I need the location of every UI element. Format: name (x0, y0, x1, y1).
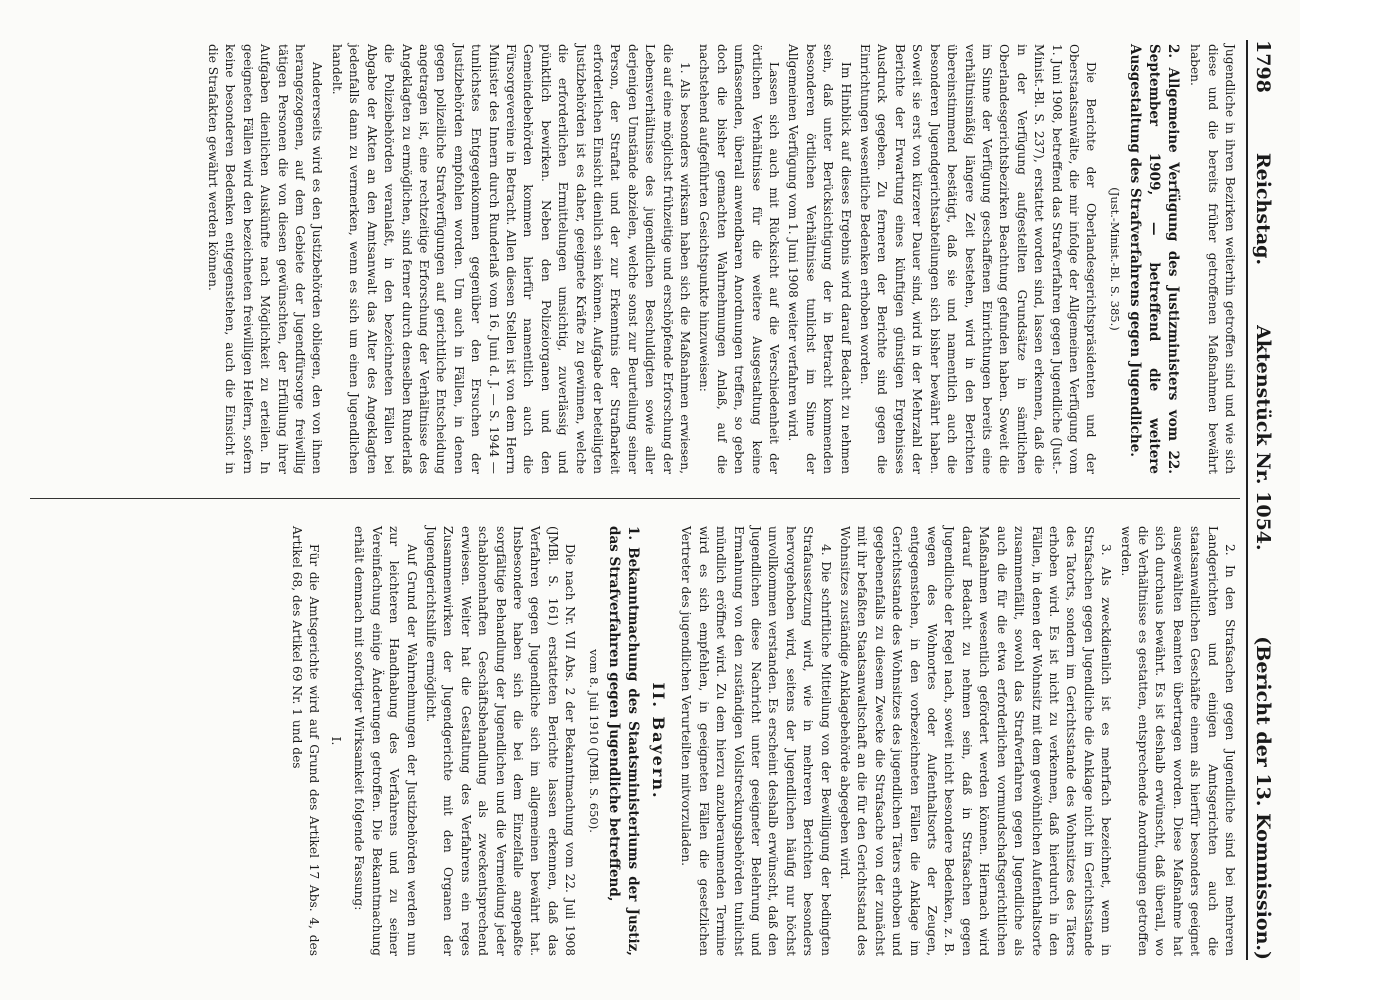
report-title: (Bericht der 13. Kommission.) (1252, 636, 1274, 960)
page-header (1252, 40, 1286, 960)
paragraph: 2. In den Strafsachen gegen Jugendliche sind bei mehreren Landgerichten und einigen Amtsgerichten auch die staatsanwaltlichen Geschäfte einem als hierfür besonders geeignet ausgewählten Beamten übertragen worden. Diese Maßnahme hat sich durchaus bewährt. Es ist deshalb erwünscht, daß überall, wo die Verhältnisse es gestatten, entsprechende Anordnungen getroffen werden. (1118, 526, 1237, 956)
section-heading: 2. Allgemeine Verfügung des Justizministers vom 22. September 1909, — betreffend die weitere Ausgestaltung des Strafverfahrens gegen Jugendliche. (1126, 44, 1181, 474)
paragraph: 3. Als zweckdienlich ist es mehrfach bezeichnet, wenn in Strafsachen gegen Jugendliche die Anklage nicht im Gerichtsstande des Tatorts, sondern im Gerichtsstande des Wohnsitzes des Täters erhoben wird. Es ist nicht zu verkennen, daß hierdurch in den Fällen, in denen der Wohnsitz mit dem gewöhnlichen Aufenthaltsorte zusammenfällt, sowohl das Strafverfahren gegen Jugendliche als auch die für die etwa erforderlichen vormundschaftsgerichtlichen Maßnahmen wesentlich gefördert werden können. Hiernach wird darauf Bedacht zu nehmen sein, daß in Strafsachen gegen Jugendliche der Regel nach, soweit nicht besondere Bedenken, z. B. wegen des Wohnortes oder Aufenthaltsorts der Zeugen, entgegenstehen, in den vorbezeichneten Fällen die Anklage im Gerichtsstande des Wohnsitzes des jugendlichen Täters erhoben und gegebenenfalls zu diesem Zwecke die Strafsache von der zunächst mit ihr befaßten Staatsanwaltschaft an die für den Gerichtsstand des Wohnsitzes zuständige Anklagebehörde abgegeben wird. (838, 526, 1114, 956)
column-rule (30, 498, 1240, 499)
paragraph: 1. Als besonders wirksam haben sich die Maßnahmen erwiesen, die auf eine möglichst frühzeitige und erschöpfende Erforschung der Lebensverhältnisse des jugendlichen Beschuldigten sowie aller derjenigen Umstände abzielen, welche sonst zur Beurteilung seiner Person, der Straftat und der zur Erkenntnis der Strafbarkeit erforderlichen Einsicht dienlich sein können. Aufgabe der beteiligten Justizbehörden ist es daher, geeignete Kräfte zu gewinnen, welche die erforderlichen Ermittelungen umsichtig, zuverlässig und pünktlich bewirken. Neben den Polizeiorganen und den Gemeindebehörden kommen hierfür namentlich auch die Fürsorgevereine in Betracht. Allen diesen Stellen ist von dem Herrn Minister des Innern durch Runderlaß vom 16. Juni d. J. — S. 1944 — tunlichstes Entgegenkommen gegenüber den Ersuchen der Justizbehörden empfohlen worden. Um auch in Fällen, in denen gegen polizeiliche Strafverfügungen auf gerichtliche Entscheidung angetragen ist, eine rechtzeitige Erforschung der Verhältnisse des Angeklagten zu ermöglichen, sind ferner durch denselben Runderlaß die Polizeibehörden veranlaßt, in den bezeichneten Fällen bei Abgabe der Akten an den Amtsanwalt das Alter des Angeklagten jedenfalls dann zu vermerken, wenn es sich um einen Jugendlichen handelt. (329, 44, 693, 474)
paragraph: Für die Amtsgerichte wird auf Grund des Artikel 17 Abs. 4, des Artikel 68, des Artikel 69 Nr. 1 und des (290, 526, 322, 956)
roman-numeral: I. (328, 736, 343, 746)
section-date: vom 8. Juli 1910 (JMBl. S. 650). (586, 649, 601, 833)
paragraph: 4. Die schriftliche Mitteilung von der Bewilligung der bedingten Strafaussetzung wird, wie in mehreren Berichten besonders hervorgehoben wird, seitens der Jugendlichen häufig nur höchst unvollkommen verstanden. Es erscheint deshalb erwünscht, daß den Jugendlichen diese Nachricht unter geeigneter Belehrung und Ermahnung von den zuständigen Vollstreckungsbehörden tunlichst mündlich eröffnet wird. Zu dem hierzu anzuberaumenden Termine wird es sich empfehlen, in geeigneten Fällen die gesetzlichen Vertreter des jugendlichen Verurteilten mitvorzuladen. (679, 526, 833, 956)
journal-name: Reichstag. (1252, 152, 1274, 266)
right-column (286, 526, 1238, 956)
file-number: Aktenstück Nr. 1054. (1252, 325, 1274, 551)
paragraph: Im Hinblick auf dieses Ergebnis wird darauf Bedacht zu nehmen sein, daß unter Berücksichtigung der in Betracht kommenden besonderen örtlichen Verhältnisse tunlichst im Sinne der Allgemeinen Verfügung vom 1. Juni 1908 weiter verfahren wird. (786, 44, 853, 474)
paragraph: Lassen sich auch mit Rücksicht auf die Verschiedenheit der örtlichen Verhältnisse für die weitere Ausgestaltung keine umfassenden, überall anwendbaren Anordnungen treffen, so geben doch die bisher gemachten Wahrnehmungen Anlaß, auf die nachstehend aufgeführten Gesichtspunkte hinzuweisen: (697, 44, 782, 474)
header-rule (1246, 40, 1248, 960)
section-title: II. Bayern. (649, 682, 668, 800)
paragraph: Jugendliche in ihren Bezirken weiterhin getroffen sind und wie sich diese und die bereits früher getroffenen Maßnahmen bewährt haben. (1188, 44, 1237, 474)
left-column (202, 44, 1238, 474)
page-number: 1798 (1252, 40, 1274, 93)
section-heading: 1. Bekanntmachung des Staatsministeriums der Justiz, das Strafverfahren gegen Jugendliche betreffend, (605, 526, 641, 956)
paragraph: Auf Grund der Wahrnehmungen der Justizbehörden werden nun zur leichteren Handhabung des Verfahrens und zu seiner Vereinfachung einige Änderungen getroffen. Die Bekanntmachung erhält demnach mit sofortiger Wirksamkeit folgende Fassung: (352, 526, 419, 956)
section-reference: (Just.-Minist.-Bl. S. 385.) (1107, 187, 1122, 331)
paragraph: Die nach Nr. VII Abs. 2 der Bekanntmachung vom 22. Juli 1908 (JMBl. S. 161) erstatteten Berichte lassen erkennen, daß das Verfahren gegen Jugendliche sich im allgemeinen bewährt hat. Insbesondere haben sich die bei dem Einzelfalle angepaßte sorgfältige Behandlung der Jugendlichen und die Vermeidung jeder schablonenhaften Geschäftsbehandlung als zweckentsprechend erwiesen. Weiter hat die Gestaltung des Verfahrens ein reges Zusammenwirken der Jugendgerichte mit den Organen der Jugendgerichtshilfe ermöglicht. (423, 526, 578, 956)
paragraph: Die Berichte der Oberlandesgerichtspräsidenten und der Oberstaatsanwälte, die mir infolge der Allgemeinen Verfügung vom 1. Juni 1908, betreffend das Strafverfahren gegen Jugendliche (Just.-Minist.-Bl. S. 237), erstattet worden sind, lassen erkennen, daß die in der Verfügung aufgestellten Grundsätze in sämtlichen Oberlandesgerichtsbezirken Beachtung gefunden haben. Soweit die im Sinne der Verfügung geschaffenen Einrichtungen bereits eine verhältnismäßig längere Zeit bestehen, wird in den Berichten übereinstimmend bestätigt, daß sie und namentlich auch die besonderen Jugendgerichtsabteilungen sich bisher bewährt haben. Soweit sie erst von kürzerer Dauer sind, wird in der Mehrzahl der Berichte der Erwartung eines künftigen günstigen Ergebnisses Ausdruck gegeben. Zu ferneren der Berichte sind gegen die Einrichtungen wesentliche Bedenken erhoben worden. (858, 44, 1099, 474)
paragraph: Andererseits wird es den Justizbehörden obliegen, den von ihnen herangezogenen, auf dem Gebiete der Jugendfürsorge freiwillig tätigen Personen die von diesen gewünschten, der Erfüllung ihrer Aufgaben dienlichen Auskünfte nach Möglichkeit zu erteilen. In geeigneten Fällen wird den bezeichneten freiwilligen Helfern, sofern keine besonderen Bedenken entgegenstehen, auch die Einsicht in die Strafakten gewährt werden können. (206, 44, 325, 474)
